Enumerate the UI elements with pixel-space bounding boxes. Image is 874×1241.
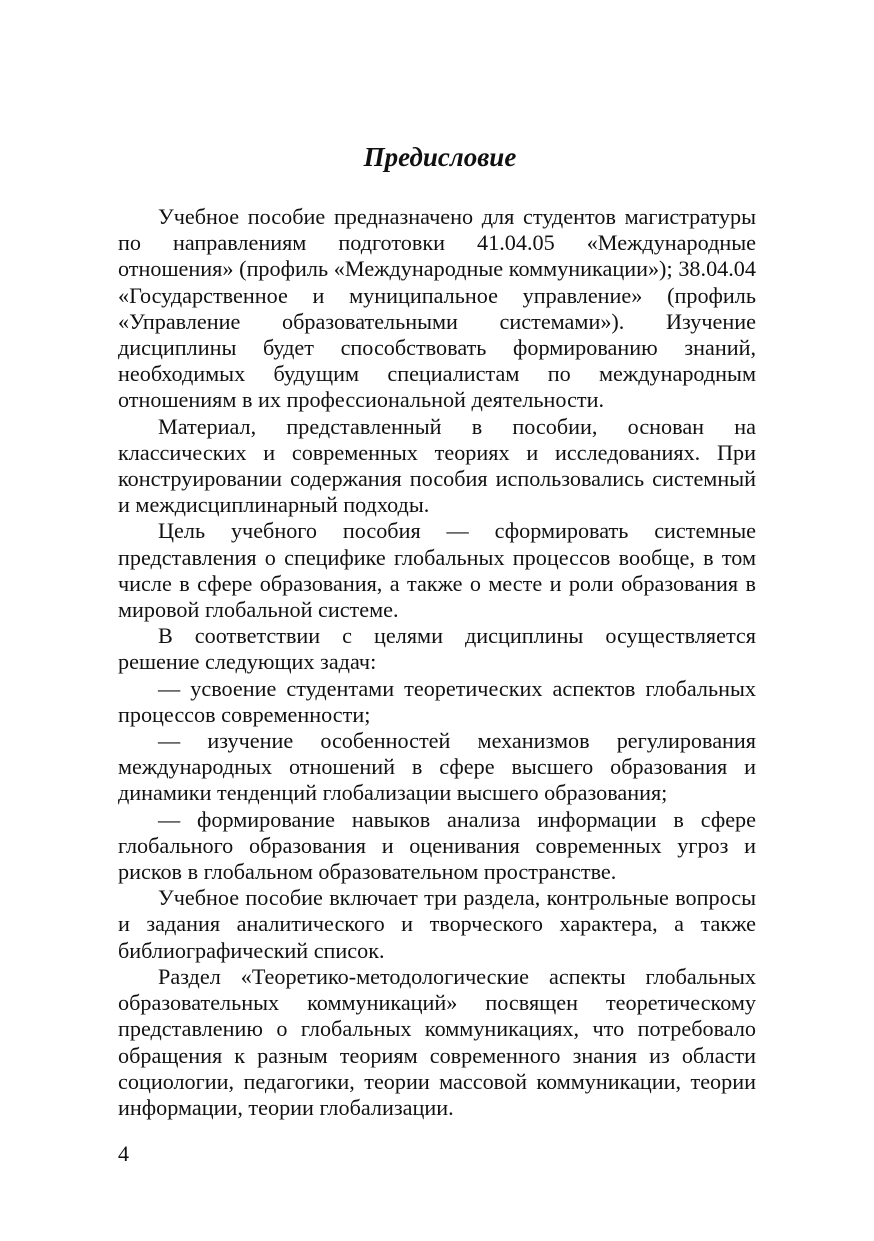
list-item: — усвоение студентами теоретических аспектов глобальных процессов современности; [118,675,756,727]
paragraph-section-one: Раздел «Теоретико-методологические аспекты глобальных образовательных коммуникаций» посвящен теоретическому представлению о глобальных коммуникациях, что потребовало обращения к разным теориям современного знания из области социологии, педагогики, теории массовой коммуникации, теории информации, теории глобализации. [118,963,756,1120]
page-body [118,140,756,1121]
task-list [118,676,756,886]
paragraph-structure: Учебное пособие включает три раздела, контрольные вопросы и задания аналитического и творческого характера, а также библиографический список. [118,885,756,963]
list-item: — изучение особенностей механизмов регулирования международных отношений в сфере высшего образования и динамики тенденций глобализации высшего образования; [118,728,756,806]
page-title: Предисловие [363,142,517,172]
paragraph-purpose: Учебное пособие предназначено для студентов магистратуры по направлениям подготовки 41.04.05 «Международные отношения» (профиль «Международные коммуникации»); 38.04.04 «Государственное и муниципальное управление» (профиль «Управление образовательными системами»). Изучение дисциплины будет способствовать формированию знаний, необходимых будущим специалистам по международным отношениям в их профессиональной деятельности. [118,204,756,413]
list-item: — формирование навыков анализа информации в сфере глобального образования и оценивания современных угроз и рисков в глобальном образовательном пространстве. [118,806,756,885]
paragraph-material: Материал, представленный в пособии, основан на классических и современных теориях и исследованиях. При конструировании содержания пособия использовались системный и междисциплинарный подходы. [118,413,756,518]
page-number: 4 [118,1141,129,1166]
paragraph-tasks-intro: В соответствии с целями дисциплины осуществляется решение следующих задач: [118,623,756,675]
paragraph-goal: Цель учебного пособия — сформировать системные представления о специфике глобальных процессов вообще, в том числе в сфере образования, а также о месте и роли образования в мировой глобальной системе. [118,518,756,623]
